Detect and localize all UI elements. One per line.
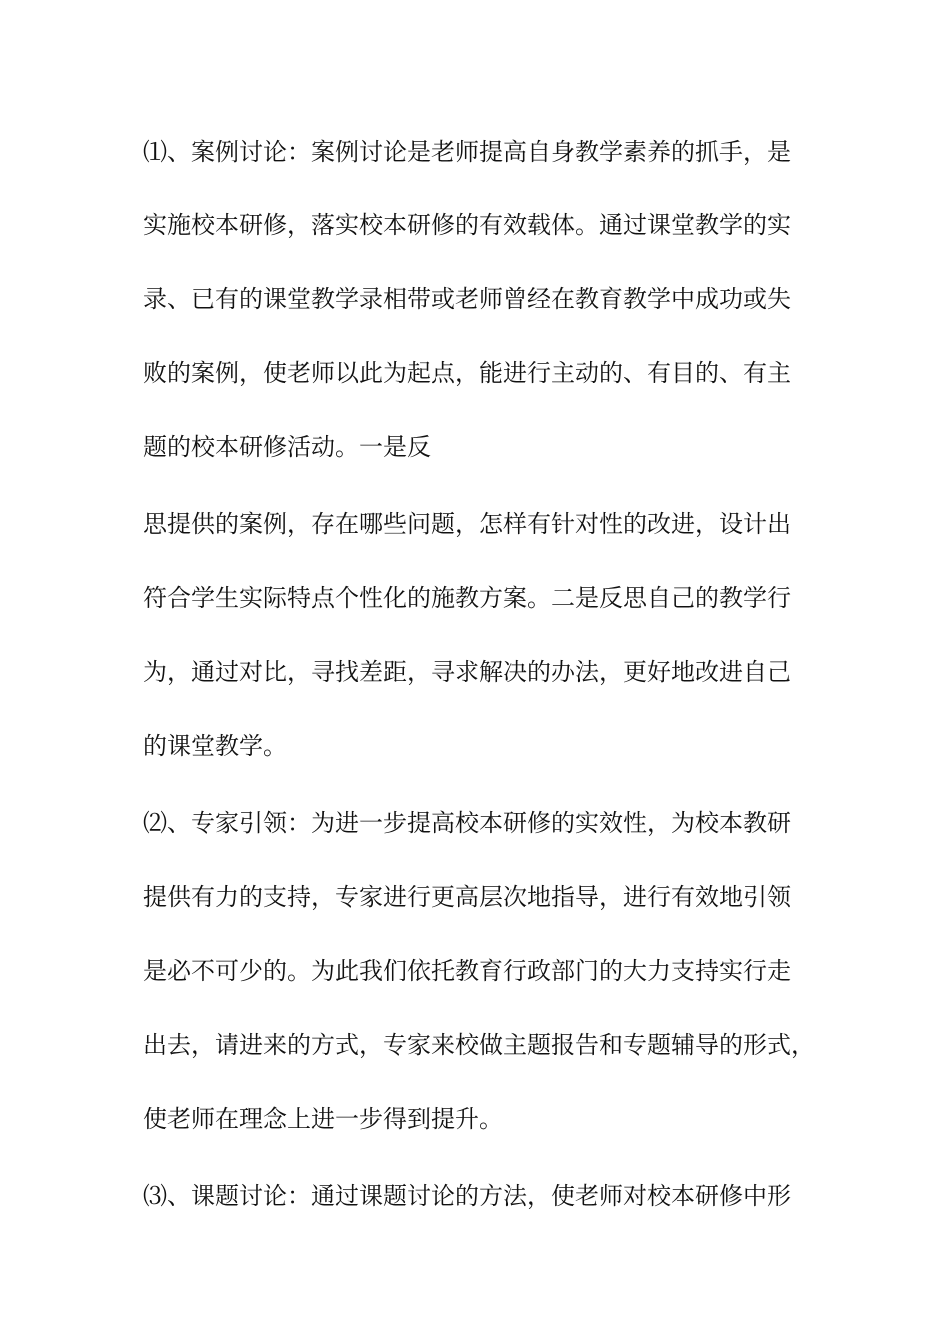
text-line: 为，通过对比，寻找差距，寻求解决的办法，更好地改进自己 <box>143 658 791 686</box>
text-line: 录、已有的课堂教学录相带或老师曾经在教育教学中成功或失 <box>143 285 791 313</box>
text-line: 使老师在理念上进一步得到提升。 <box>143 1105 503 1133</box>
text-line: 题的校本研修活动。一是反 <box>143 433 431 461</box>
text-line: 提供有力的支持，专家进行更高层次地指导，进行有效地引领 <box>143 883 791 911</box>
text-line: 出去，请进来的方式，专家来校做主题报告和专题辅导的形式， <box>143 1031 815 1059</box>
text-line: ⑵、专家引领：为进一步提高校本研修的实效性，为校本教研 <box>143 809 791 837</box>
text-line: 思提供的案例，存在哪些问题，怎样有针对性的改进，设计出 <box>143 510 791 538</box>
text-line: 是必不可少的。为此我们依托教育行政部门的大力支持实行走 <box>143 957 791 985</box>
text-line: 符合学生实际特点个性化的施教方案。二是反思自己的教学行 <box>143 584 791 612</box>
text-line: 实施校本研修，落实校本研修的有效载体。通过课堂教学的实 <box>143 211 791 239</box>
text-line: 的课堂教学。 <box>143 732 287 760</box>
text-line: 败的案例，使老师以此为起点，能进行主动的、有目的、有主 <box>143 359 791 387</box>
text-line: ⑶、课题讨论：通过课题讨论的方法，使老师对校本研修中形 <box>143 1182 791 1210</box>
text-line: ⑴、案例讨论：案例讨论是老师提高自身教学素养的抓手，是 <box>143 138 791 166</box>
